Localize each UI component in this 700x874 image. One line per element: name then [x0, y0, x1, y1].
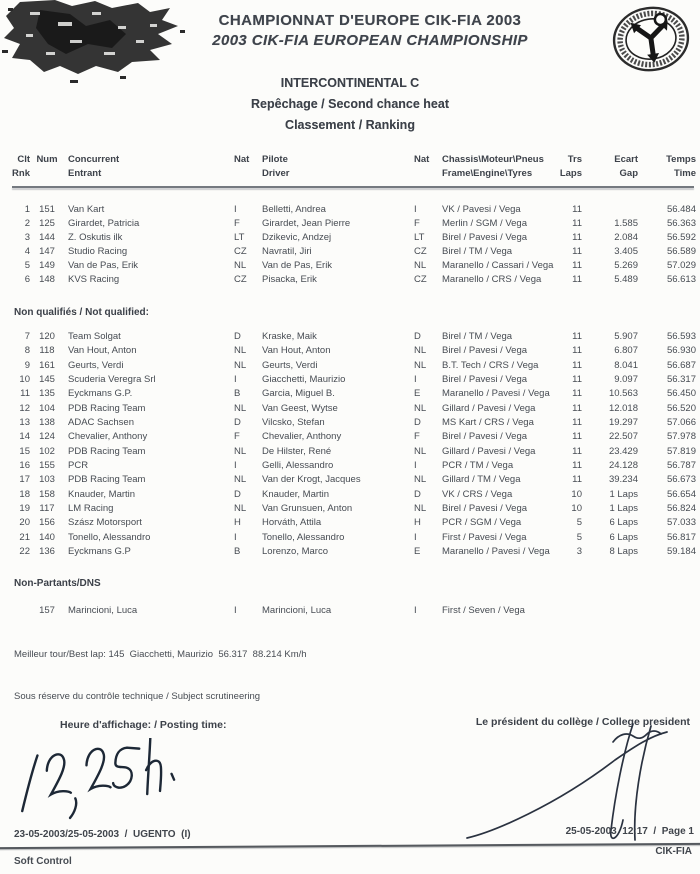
- cell-laps: 11: [572, 402, 582, 414]
- cell-equipment: PCR / SGM / Vega: [442, 517, 522, 529]
- cell-entrant: LM Racing: [68, 503, 114, 515]
- cell-laps: 11: [572, 260, 582, 271]
- cell-rank: 1: [24, 204, 30, 215]
- col-num-en: [30, 167, 64, 181]
- cell-rank: 18: [19, 488, 30, 500]
- col-entrant-en: Entrant: [68, 168, 102, 179]
- cell-num: 145: [39, 374, 55, 386]
- col-gap-en: Gap: [619, 168, 638, 179]
- table-row: [12, 445, 696, 459]
- cell-rank: 3: [24, 232, 30, 243]
- table-row: [12, 387, 696, 401]
- cell-time: 56.824: [666, 503, 696, 515]
- table-row: [12, 344, 696, 358]
- cell-driver-nat: CZ: [414, 274, 427, 285]
- cell-time: 56.613: [666, 274, 696, 285]
- cell-entrant: Van Hout, Anton: [68, 345, 137, 357]
- table-row: [12, 473, 696, 487]
- col-laps-fr: Trs: [567, 154, 582, 165]
- cell-gap: 12.018: [608, 402, 638, 414]
- cell-num: 103: [39, 474, 55, 486]
- cik-seal-logo: [610, 4, 692, 76]
- cell-driver: Van Geest, Wytse: [262, 402, 338, 414]
- cell-driver-nat: E: [414, 546, 421, 558]
- cell-num: 135: [39, 388, 55, 400]
- table-row: [12, 259, 696, 273]
- cell-laps: 5: [576, 517, 582, 529]
- cell-entrant-nat: B: [234, 546, 241, 558]
- cell-rank: 16: [19, 460, 30, 472]
- cell-entrant: Geurts, Verdi: [68, 359, 124, 371]
- cell-num: 104: [39, 402, 55, 414]
- cell-driver: Navratil, Jiri: [262, 246, 312, 257]
- cell-laps: 11: [572, 388, 582, 400]
- cell-entrant-nat: I: [234, 531, 237, 543]
- cell-equipment: Maranello / CRS / Vega: [442, 274, 542, 285]
- cell-num: 148: [39, 274, 55, 285]
- cell-equipment: Birel / Pavesi / Vega: [442, 374, 528, 386]
- cell-equipment: Birel / TM / Vega: [442, 246, 513, 257]
- cell-gap: 24.128: [608, 460, 638, 472]
- table-row: [12, 273, 696, 287]
- col-driver-en: Driver: [262, 168, 290, 179]
- table-row: [12, 531, 696, 545]
- cell-entrant: Eyckmans G.P: [68, 546, 131, 558]
- cell-entrant: Chevalier, Anthony: [68, 431, 148, 443]
- cell-num: 136: [39, 546, 55, 558]
- cell-equipment: Maranello / Pavesi / Vega: [442, 388, 550, 400]
- table-row: [12, 231, 696, 245]
- cell-gap: 10.563: [608, 388, 638, 400]
- cell-driver: Girardet, Jean Pierre: [262, 218, 351, 229]
- col-time-fr: Temps: [666, 154, 696, 165]
- cell-entrant-nat: CZ: [234, 246, 247, 257]
- cell-driver: Geurts, Verdi: [262, 359, 318, 371]
- cell-time: 57.978: [666, 431, 696, 443]
- table-row: [12, 359, 696, 373]
- cell-laps: 11: [572, 232, 582, 243]
- cell-entrant-nat: NL: [234, 503, 247, 515]
- cell-driver: Lorenzo, Marco: [262, 546, 329, 558]
- cell-driver-nat: I: [414, 605, 417, 616]
- cell-laps: 11: [572, 274, 582, 285]
- cell-entrant: Studio Racing: [68, 246, 128, 257]
- cell-rank: 15: [19, 445, 30, 457]
- cell-entrant-nat: D: [234, 488, 241, 500]
- cell-entrant: Van Kart: [68, 204, 105, 215]
- cell-num: 155: [39, 460, 55, 472]
- header-titles: [160, 12, 580, 49]
- cell-rank: 6: [24, 274, 30, 285]
- cell-entrant-nat: F: [234, 218, 240, 229]
- cell-time: 57.029: [666, 260, 696, 271]
- col-time-en: Time: [673, 168, 696, 179]
- cell-gap: 2.084: [614, 232, 638, 243]
- cell-equipment: First / Seven / Vega: [442, 605, 525, 616]
- cell-time: 56.317: [666, 374, 696, 386]
- cell-entrant-nat: I: [234, 374, 237, 386]
- cell-num: 156: [39, 517, 55, 529]
- cell-time: 56.592: [666, 232, 696, 243]
- cell-rank: 14: [19, 431, 30, 443]
- president-label: Le président du collège / College president: [475, 716, 690, 728]
- cell-entrant-nat: I: [234, 204, 237, 215]
- cell-driver-nat: D: [414, 488, 421, 500]
- cell-rank: 2: [24, 218, 30, 229]
- cell-driver-nat: NL: [414, 474, 427, 486]
- table-row: [12, 502, 696, 516]
- cell-time: 56.589: [666, 246, 696, 257]
- cell-rank: 13: [19, 417, 30, 429]
- cell-entrant-nat: NL: [234, 345, 247, 357]
- cell-equipment: Maranello / Pavesi / Vega: [442, 546, 550, 558]
- cell-num: 118: [39, 345, 55, 357]
- dns-label: Non-Partants/DNS: [14, 578, 101, 589]
- cell-equipment: MS Kart / CRS / Vega: [442, 417, 534, 429]
- cell-laps: 11: [572, 417, 582, 429]
- cell-driver-nat: F: [414, 431, 420, 443]
- cell-driver-nat: H: [414, 517, 421, 529]
- col-gap-fr: Ecart: [614, 154, 638, 165]
- cell-rank: 19: [19, 503, 30, 515]
- cell-gap: [582, 203, 638, 217]
- qualified-rows: [12, 203, 696, 287]
- cell-equipment: First / Pavesi / Vega: [442, 531, 527, 543]
- cell-laps: 11: [572, 246, 582, 257]
- cell-entrant-nat: I: [234, 605, 237, 616]
- cell-rank: 7: [24, 331, 30, 342]
- cell-entrant: Girardet, Patricia: [68, 218, 140, 229]
- cell-driver: Van de Pas, Erik: [262, 260, 333, 271]
- cell-laps: 11: [572, 374, 582, 386]
- col-rank-fr: Clt: [17, 154, 30, 165]
- table-row: [12, 516, 696, 530]
- cell-entrant: PDB Racing Team: [68, 445, 146, 457]
- cell-time: 56.520: [666, 402, 696, 414]
- cell-equipment: Birel / TM / Vega: [442, 331, 513, 342]
- cell-time: [638, 604, 696, 618]
- table-header-row-fr: [12, 153, 696, 167]
- cell-entrant-nat: NL: [234, 359, 247, 371]
- cell-driver: Knauder, Martin: [262, 488, 330, 500]
- cell-gap: 6 Laps: [609, 517, 638, 529]
- cell-laps: 5: [576, 531, 582, 543]
- not-qualified-rows: [12, 330, 696, 560]
- col-nat2: Nat: [414, 154, 430, 165]
- cell-driver-nat: NL: [414, 359, 427, 371]
- cell-driver: Chevalier, Anthony: [262, 431, 342, 443]
- cell-equipment: Birel / Pavesi / Vega: [442, 431, 528, 443]
- cell-rank: 5: [24, 260, 30, 271]
- cell-rank: 12: [19, 402, 30, 414]
- cell-gap: 6 Laps: [609, 531, 638, 543]
- cell-gap: 1 Laps: [609, 488, 638, 500]
- cell-equipment: Merlin / SGM / Vega: [442, 218, 528, 229]
- cell-time: 56.673: [666, 474, 696, 486]
- software-credit: Soft Control: [14, 856, 72, 867]
- print-info: 25-05-2003 12:17 / Page 1: [565, 826, 694, 837]
- cell-num: 102: [39, 445, 55, 457]
- cell-entrant-nat: NL: [234, 474, 247, 486]
- cell-gap: 8.041: [614, 359, 638, 371]
- table-row: [12, 245, 696, 259]
- cell-driver: Horváth, Attila: [262, 517, 322, 529]
- cell-entrant-nat: NL: [234, 260, 247, 271]
- category-title: INTERCONTINENTAL C: [280, 76, 420, 90]
- session-title: Repêchage / Second chance heat: [251, 97, 449, 111]
- cell-driver-nat: LT: [414, 232, 425, 243]
- table-row: [12, 459, 696, 473]
- col-driver-fr: Pilote: [262, 154, 288, 165]
- cell-equipment: VK / Pavesi / Vega: [442, 204, 521, 215]
- cell-driver-nat: NL: [414, 445, 427, 457]
- cell-entrant: Eyckmans G.P.: [68, 388, 133, 400]
- cell-laps: 11: [572, 204, 582, 215]
- cell-laps: 11: [572, 445, 582, 457]
- cell-entrant: Marincioni, Luca: [68, 605, 138, 616]
- cell-time: 57.066: [666, 417, 696, 429]
- dns-rows: [12, 604, 696, 618]
- cell-entrant: PDB Racing Team: [68, 402, 146, 414]
- results-table-header: [12, 153, 696, 181]
- cell-num: 140: [39, 531, 55, 543]
- cell-driver: Marincioni, Luca: [262, 605, 332, 616]
- cell-time: 56.593: [666, 331, 696, 342]
- table-row: [12, 416, 696, 430]
- event-subtitles: [0, 76, 700, 139]
- cell-time: 57.033: [666, 517, 696, 529]
- cell-driver-nat: CZ: [414, 246, 427, 257]
- cell-entrant: Scuderia Veregra Srl: [68, 374, 156, 386]
- cell-driver-nat: I: [414, 460, 417, 472]
- cell-entrant: Szász Motorsport: [68, 517, 142, 529]
- cell-driver: Pisacka, Erik: [262, 274, 317, 285]
- cell-time: 56.930: [666, 345, 696, 357]
- cell-laps: 10: [571, 488, 582, 500]
- table-row: [12, 330, 696, 344]
- cell-equipment: Gillard / Pavesi / Vega: [442, 402, 536, 414]
- cell-driver-nat: F: [414, 218, 420, 229]
- cell-driver-nat: NL: [414, 503, 427, 515]
- cell-num: 124: [39, 431, 55, 443]
- table-row: [12, 217, 696, 231]
- cell-num: 158: [39, 488, 55, 500]
- cell-gap: 19.297: [608, 417, 638, 429]
- cell-time: 56.687: [666, 359, 696, 371]
- cell-gap: 5.489: [614, 274, 638, 285]
- title-english: 2003 CIK-FIA EUROPEAN CHAMPIONSHIP: [212, 32, 528, 49]
- cell-time: 56.817: [666, 531, 696, 543]
- cell-entrant: ADAC Sachsen: [68, 417, 135, 429]
- cell-rank: 10: [19, 374, 30, 386]
- cell-driver: Gelli, Alessandro: [262, 460, 334, 472]
- cell-laps: 11: [572, 331, 582, 342]
- cell-num: 161: [39, 359, 55, 371]
- table-row: [12, 430, 696, 444]
- cell-entrant-nat: F: [234, 431, 240, 443]
- cell-driver-nat: I: [414, 204, 417, 215]
- cell-equipment: Birel / Pavesi / Vega: [442, 232, 528, 243]
- table-row: [12, 402, 696, 416]
- cell-entrant-nat: D: [234, 417, 241, 429]
- cell-laps: [558, 604, 582, 618]
- cell-rank: 8: [24, 345, 30, 357]
- cell-num: 149: [39, 260, 55, 271]
- cell-driver: Belletti, Andrea: [262, 204, 326, 215]
- cell-driver-nat: I: [414, 374, 417, 386]
- col-equipment-fr: Chassis\Moteur\Pneus: [442, 154, 544, 165]
- table-header-row-en: [12, 167, 696, 181]
- cell-rank: 9: [24, 359, 30, 371]
- table-row: [12, 488, 696, 502]
- cell-driver: Tonello, Alessandro: [262, 531, 345, 543]
- cell-rank: 17: [19, 474, 30, 486]
- cell-equipment: PCR / TM / Vega: [442, 460, 514, 472]
- cell-equipment: B.T. Tech / CRS / Vega: [442, 359, 539, 371]
- cell-entrant: Tonello, Alessandro: [68, 531, 151, 543]
- cell-driver-nat: I: [414, 531, 417, 543]
- col-entrant-fr: Concurrent: [68, 154, 120, 165]
- cell-rank: 21: [19, 531, 30, 543]
- cell-gap: 22.507: [608, 431, 638, 443]
- organisation-label: CIK-FIA: [655, 846, 692, 857]
- col-nat1: Nat: [234, 154, 250, 165]
- cell-time: 56.654: [666, 488, 696, 500]
- cell-gap: 39.234: [608, 474, 638, 486]
- col-num: Num: [36, 154, 58, 165]
- cell-gap: [582, 604, 638, 618]
- table-row: [12, 545, 696, 559]
- cell-entrant-nat: NL: [234, 445, 247, 457]
- cell-laps: 11: [572, 359, 582, 371]
- cell-time: 56.363: [666, 218, 696, 229]
- cell-gap: 1 Laps: [609, 503, 638, 515]
- event-dates: 23-05-2003/25-05-2003 / UGENTO (I): [14, 829, 191, 840]
- cell-entrant: Van de Pas, Erik: [68, 260, 139, 271]
- cell-entrant-nat: D: [234, 331, 241, 342]
- posting-time-label: Heure d'affichage: / Posting time:: [60, 719, 227, 731]
- title-french: CHAMPIONNAT D'EUROPE CIK-FIA 2003: [218, 12, 522, 29]
- cell-entrant: Team Solgat: [68, 331, 121, 342]
- cell-driver-nat: NL: [414, 402, 427, 414]
- cell-driver-nat: NL: [414, 260, 427, 271]
- cell-num: 138: [39, 417, 55, 429]
- ranking-title: Classement / Ranking: [285, 118, 415, 132]
- cell-equipment: Birel / Pavesi / Vega: [442, 503, 528, 515]
- cell-driver-nat: D: [414, 331, 421, 342]
- best-lap-line: Meilleur tour/Best lap: 145 Giacchetti, Maurizio 56.317 88.214 Km/h: [14, 649, 307, 660]
- cell-entrant-nat: B: [234, 388, 241, 400]
- cell-driver: Van Grunsuen, Anton: [262, 503, 353, 515]
- cell-gap: 5.907: [614, 331, 638, 342]
- cell-num: 144: [39, 232, 55, 243]
- table-row: [12, 604, 696, 618]
- cell-gap: 1.585: [614, 218, 638, 229]
- cell-driver: De Hilster, René: [262, 445, 332, 457]
- cell-laps: 11: [572, 431, 582, 443]
- cell-entrant: Knauder, Martin: [68, 488, 136, 500]
- col-laps-en: Laps: [559, 168, 582, 179]
- cell-equipment: Maranello / Cassari / Vega: [442, 260, 554, 271]
- cell-driver: Giacchetti, Maurizio: [262, 374, 346, 386]
- cell-equipment: Gillard / Pavesi / Vega: [442, 445, 536, 457]
- cell-rank: 4: [24, 246, 30, 257]
- cell-num: 117: [39, 503, 55, 515]
- cell-rank: 22: [19, 546, 30, 558]
- col-equipment-en: Frame\Engine\Tyres: [442, 168, 533, 179]
- cell-num: 157: [39, 605, 55, 616]
- cell-equipment: VK / CRS / Vega: [442, 488, 513, 500]
- cell-driver-nat: E: [414, 388, 421, 400]
- col-rank-en: Rnk: [12, 168, 30, 179]
- cell-gap: 5.269: [614, 260, 638, 271]
- table-row: [12, 203, 696, 217]
- cell-entrant: PDB Racing Team: [68, 474, 146, 486]
- cell-entrant-nat: LT: [234, 232, 245, 243]
- cell-entrant-nat: H: [234, 517, 241, 529]
- cell-driver: Dzikevic, Andzej: [262, 232, 332, 243]
- cell-laps: 10: [571, 503, 582, 515]
- cell-laps: 3: [576, 546, 582, 558]
- handwritten-posting-time: [12, 738, 197, 826]
- cell-gap: 9.097: [614, 374, 638, 386]
- cell-entrant: KVS Racing: [68, 274, 120, 285]
- cell-gap: 8 Laps: [609, 546, 638, 558]
- cell-driver: Garcia, Miguel B.: [262, 388, 335, 400]
- cell-gap: 3.405: [614, 246, 638, 257]
- cell-num: 125: [39, 218, 55, 229]
- cell-driver: Vilcsko, Stefan: [262, 417, 325, 429]
- table-row: [12, 373, 696, 387]
- cell-time: 56.787: [666, 460, 696, 472]
- cell-laps: 11: [572, 474, 582, 486]
- cell-entrant-nat: I: [234, 460, 237, 472]
- cell-driver: Van Hout, Anton: [262, 345, 331, 357]
- cell-time: 56.484: [666, 204, 696, 215]
- cell-entrant-nat: NL: [234, 402, 247, 414]
- cell-num: 151: [39, 204, 55, 215]
- cell-driver-nat: D: [414, 417, 421, 429]
- cell-num: 120: [39, 331, 55, 342]
- cell-laps: 11: [572, 345, 582, 357]
- cell-entrant-nat: CZ: [234, 274, 247, 285]
- cell-equipment: Birel / Pavesi / Vega: [442, 345, 528, 357]
- cell-time: 59.184: [666, 546, 696, 558]
- cell-time: 56.450: [666, 388, 696, 400]
- cell-driver: Van der Krogt, Jacques: [262, 474, 361, 486]
- cell-rank: 20: [19, 517, 30, 529]
- not-qualified-label: Non qualifiés / Not qualified:: [14, 307, 149, 318]
- cell-driver: Kraske, Maik: [262, 331, 317, 342]
- cell-time: 57.819: [666, 445, 696, 457]
- cell-equipment: Gillard / TM / Vega: [442, 474, 521, 486]
- cell-rank: 11: [20, 388, 30, 400]
- cell-entrant: PCR: [68, 460, 89, 472]
- cell-laps: 11: [572, 460, 582, 472]
- scrutineering-note: Sous réserve du contrôle technique / Subject scrutineering: [14, 691, 261, 702]
- cell-driver-nat: NL: [414, 345, 427, 357]
- cell-num: 147: [39, 246, 55, 257]
- header-divider-line: [12, 186, 694, 188]
- cell-rank: [12, 604, 30, 618]
- cell-entrant: Z. Oskutis ilk: [68, 232, 123, 243]
- cell-gap: 23.429: [608, 445, 638, 457]
- cell-laps: 11: [572, 218, 582, 229]
- cell-gap: 6.807: [614, 345, 638, 357]
